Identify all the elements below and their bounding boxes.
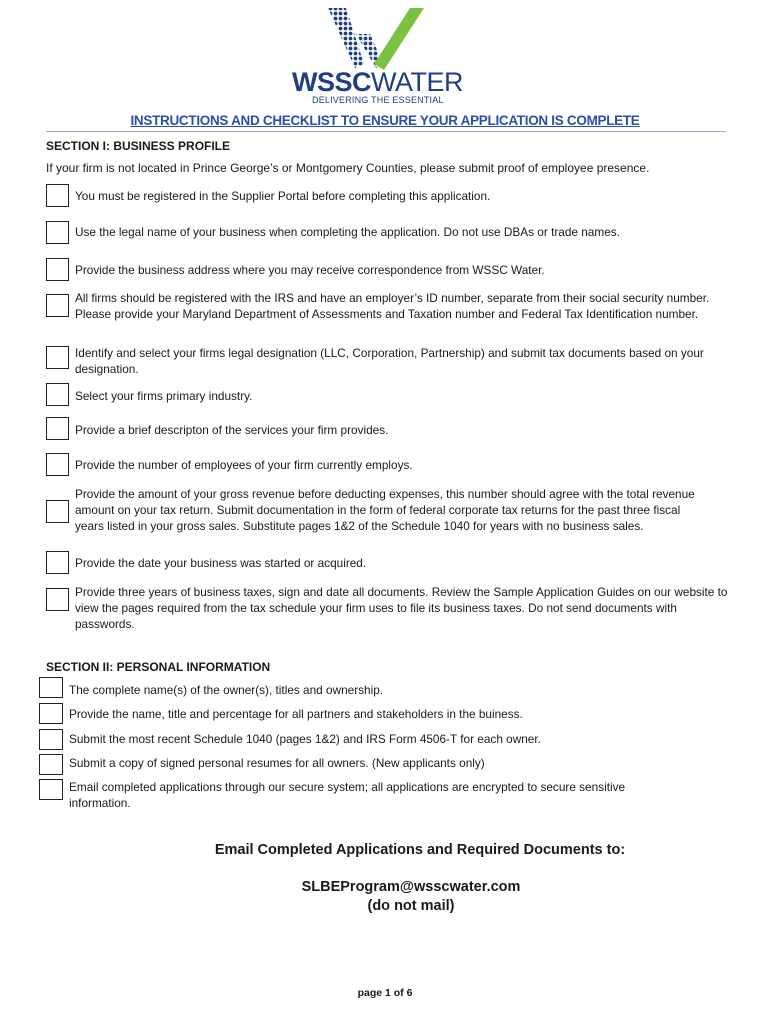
- checkbox[interactable]: [46, 221, 69, 244]
- checklist-item: Provide the business address where you may receive correspondence from WSSC Water.: [75, 263, 545, 277]
- checkbox[interactable]: [46, 383, 69, 406]
- checkbox[interactable]: [39, 779, 63, 800]
- checklist-item: Select your firms primary industry.: [75, 389, 253, 403]
- checkbox[interactable]: [46, 453, 69, 476]
- section-2-heading: SECTION II: PERSONAL INFORMATION: [46, 660, 271, 674]
- wssc-w-icon: [328, 6, 428, 72]
- checkbox[interactable]: [46, 258, 69, 281]
- section-1-note: If your firm is not located in Prince George’s or Montgomery Counties, please submit proof of employee presence.: [46, 161, 650, 175]
- checklist-item: Provide the name, title and percentage for all partners and stakeholders in the buiness.: [69, 707, 523, 721]
- checklist-item: Identify and select your firms legal designation (LLC, Corporation, Partnership) and submit tax documents based on your designation.: [75, 346, 704, 376]
- checklist-item: You must be registered in the Supplier Portal before completing this application.: [75, 189, 491, 203]
- checkbox[interactable]: [39, 729, 63, 750]
- checkbox[interactable]: [39, 677, 63, 698]
- checklist-item: Email completed applications through our secure system; all applications are encrypted to secure sensitive information.: [69, 780, 626, 810]
- checklist-item: Provide three years of business taxes, sign and date all documents. Review the Sample Application Guides on our website to view the pages required from the tax schedule your firm uses to file its business taxes. Do not send documents with passwords.: [75, 585, 728, 631]
- page-title: INSTRUCTIONS AND CHECKLIST TO ENSURE YOUR APPLICATION IS COMPLETE: [130, 113, 640, 128]
- checklist-item: The complete name(s) of the owner(s), titles and ownership.: [69, 683, 384, 697]
- logo-tagline: DELIVERING THE ESSENTIAL: [312, 95, 444, 105]
- section-1-heading: SECTION I: BUSINESS PROFILE: [46, 139, 231, 153]
- checkbox[interactable]: [46, 184, 69, 207]
- checkbox[interactable]: [39, 703, 63, 724]
- email-block: [0, 878, 770, 916]
- checklist-item: Provide a brief descripton of the services your firm provides.: [75, 423, 389, 437]
- email-address[interactable]: SLBEProgram@wsscwater.com: [301, 879, 521, 895]
- checklist-item: All firms should be registered with the IRS and have an employer’s ID number, separate from their social security number. Please provide your Maryland Department of Assessments and Taxation number and Federal Tax Identification number.: [75, 291, 710, 321]
- checklist-item: Provide the number of employees of your firm currently employs.: [75, 458, 413, 472]
- email-heading: Email Completed Applications and Required Documents to:: [214, 842, 626, 858]
- checkbox[interactable]: [46, 417, 69, 440]
- checklist-item: Use the legal name of your business when completing the application. Do not use DBAs or trade names.: [75, 225, 620, 239]
- checkbox[interactable]: [46, 346, 69, 369]
- logo-wordmark: WSSCWATER: [292, 67, 463, 97]
- checkbox[interactable]: [39, 754, 63, 775]
- checkbox[interactable]: [46, 294, 69, 317]
- checklist-item: Provide the date your business was started or acquired.: [75, 556, 367, 570]
- checklist-item: Submit the most recent Schedule 1040 (pages 1&2) and IRS Form 4506-T for each owner.: [69, 732, 541, 746]
- wssc-water-logo: [290, 6, 470, 105]
- page-number: page 1 of 6: [357, 987, 413, 999]
- checklist-item: Submit a copy of signed personal resumes for all owners. (New applicants only): [69, 756, 485, 770]
- do-not-mail-note: (do not mail): [367, 898, 455, 914]
- title-divider: [46, 131, 726, 132]
- checkbox[interactable]: [46, 551, 69, 574]
- checklist-item: Provide the amount of your gross revenue before deducting expenses, this number should agree with the total revenue amount on your tax return. Submit documentation in the form of federal corporate tax returns for the past three fiscal years listed in your gross sales. Substitute pages 1&2 of the Schedule 1040 for years with no business sales.: [75, 487, 695, 533]
- checkbox[interactable]: [46, 588, 69, 611]
- checkbox[interactable]: [46, 500, 69, 523]
